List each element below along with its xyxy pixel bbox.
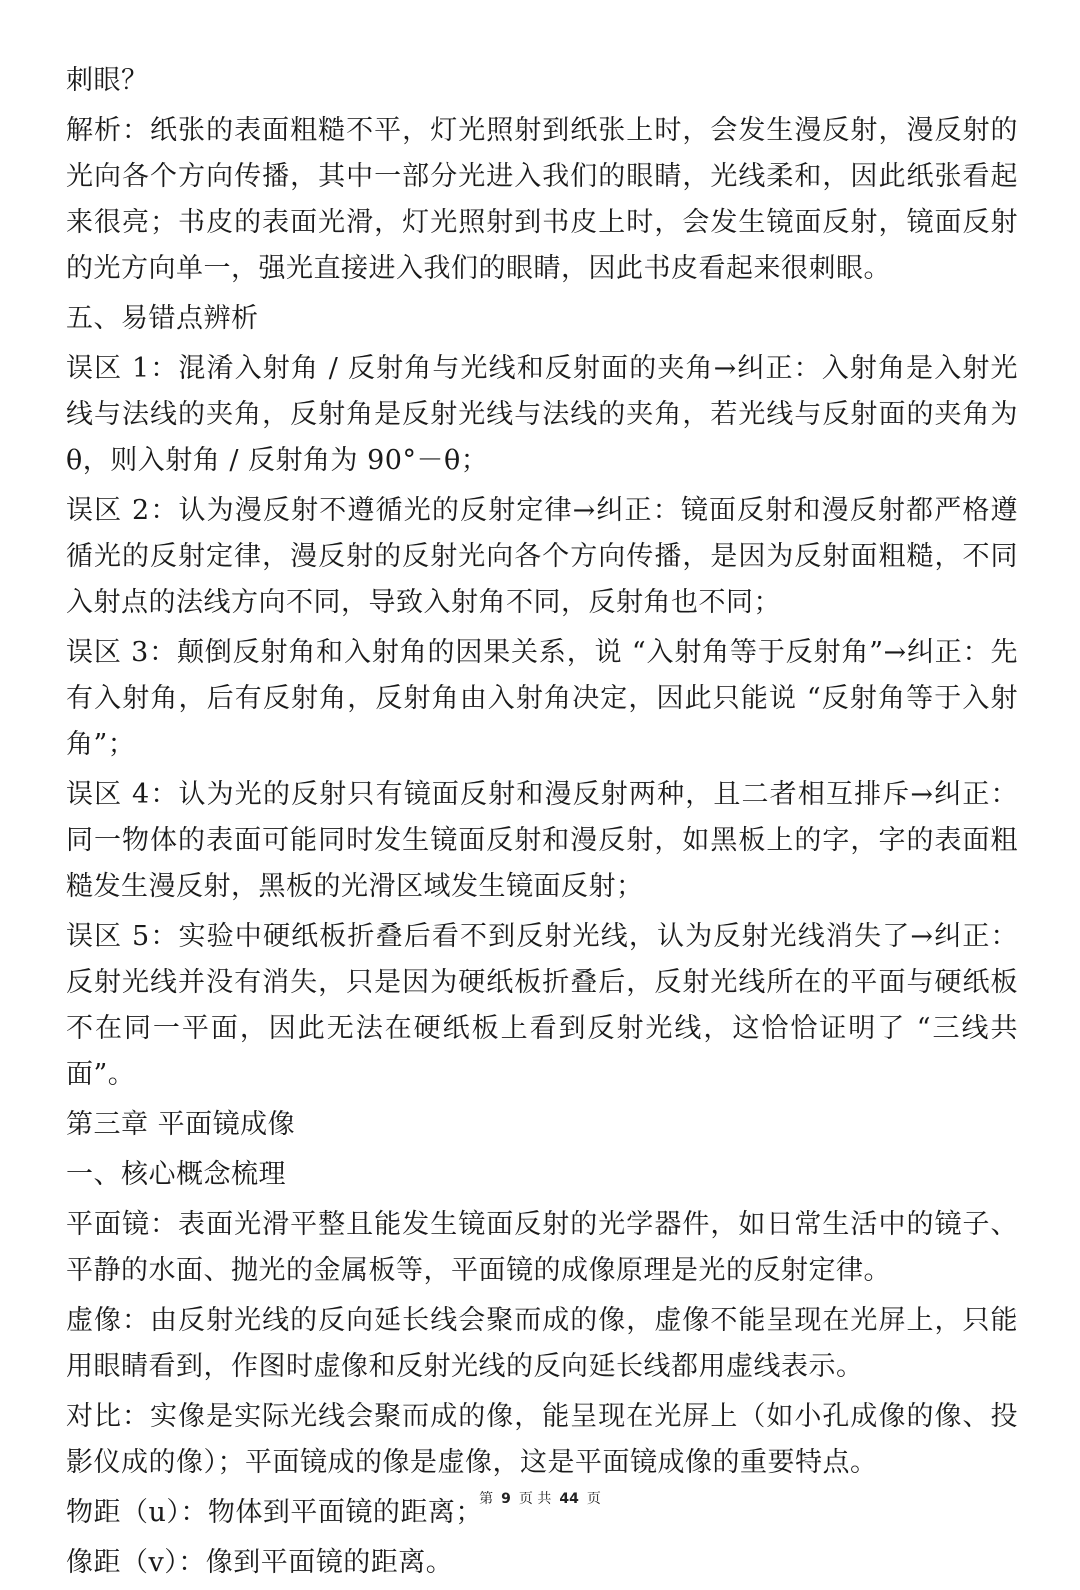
- footer-page-number: 9: [501, 1491, 511, 1507]
- paragraph-mistake-1: 误区 1：混淆入射角 / 反射角与光线和反射面的夹角→纠正：入射角是入射光线与法线的夹角，反射角是反射光线与法线的夹角，若光线与反射面的夹角为 θ，则入射角 / 反射角为 90°－θ；: [66, 353, 1018, 476]
- page-footer: [0, 1488, 1080, 1508]
- paragraph-continuation: 刺眼？: [66, 65, 149, 96]
- paragraph-comparison: 对比：实像是实际光线会聚而成的像，能呈现在光屏上（如小孔成像的像、投影仪成的像）；平面镜成的像是虚像，这是平面镜成像的重要特点。: [66, 1401, 1018, 1478]
- paragraph-image-distance: 像距（v）：像到平面镜的距离。: [66, 1547, 454, 1578]
- paragraph-object-distance: 物距（u）：物体到平面镜的距离；: [66, 1497, 483, 1528]
- section-heading-common-mistakes: 五、易错点辨析: [66, 303, 259, 334]
- footer-prefix: 第: [479, 1491, 494, 1507]
- page-content: [66, 58, 1018, 1590]
- footer-suffix: 页: [586, 1491, 601, 1507]
- paragraph-mistake-4: 误区 4：认为光的反射只有镜面反射和漫反射两种，且二者相互排斥→纠正：同一物体的表面可能同时发生镜面反射和漫反射，如黑板上的字，字的表面粗糙发生漫反射，黑板的光滑区域发生镜面反射；: [66, 779, 1018, 902]
- footer-middle: 页 共: [518, 1491, 552, 1507]
- paragraph-plane-mirror: 平面镜：表面光滑平整且能发生镜面反射的光学器件，如日常生活中的镜子、平静的水面、抛光的金属板等，平面镜的成像原理是光的反射定律。: [66, 1209, 1018, 1286]
- footer-total-pages: 44: [559, 1491, 579, 1507]
- section-heading-core-concepts: 一、核心概念梳理: [66, 1159, 286, 1190]
- paragraph-analysis: 解析：纸张的表面粗糙不平，灯光照射到纸张上时，会发生漫反射，漫反射的光向各个方向传播，其中一部分光进入我们的眼睛，光线柔和，因此纸张看起来很亮；书皮的表面光滑，灯光照射到书皮上时，会发生镜面反射，镜面反射的光方向单一，强光直接进入我们的眼睛，因此书皮看起来很刺眼。: [66, 115, 1018, 284]
- paragraph-mistake-3: 误区 3：颠倒反射角和入射角的因果关系，说 “入射角等于反射角”→纠正：先有入射角，后有反射角，反射角由入射角决定，因此只能说 “反射角等于入射角”；: [66, 637, 1018, 760]
- paragraph-mistake-5: 误区 5：实验中硬纸板折叠后看不到反射光线，认为反射光线消失了→纠正：反射光线并没有消失，只是因为硬纸板折叠后，反射光线所在的平面与硬纸板不在同一平面，因此无法在硬纸板上看到反射光线，这恰恰证明了 “三线共面”。: [66, 921, 1018, 1090]
- paragraph-mistake-2: 误区 2：认为漫反射不遵循光的反射定律→纠正：镜面反射和漫反射都严格遵循光的反射定律，漫反射的反射光向各个方向传播，是因为反射面粗糙，不同入射点的法线方向不同，导致入射角不同，反射角也不同；: [66, 495, 1018, 618]
- chapter-heading: 第三章 平面镜成像: [66, 1109, 296, 1140]
- paragraph-virtual-image: 虚像：由反射光线的反向延长线会聚而成的像，虚像不能呈现在光屏上，只能用眼睛看到，作图时虚像和反射光线的反向延长线都用虚线表示。: [66, 1305, 1018, 1382]
